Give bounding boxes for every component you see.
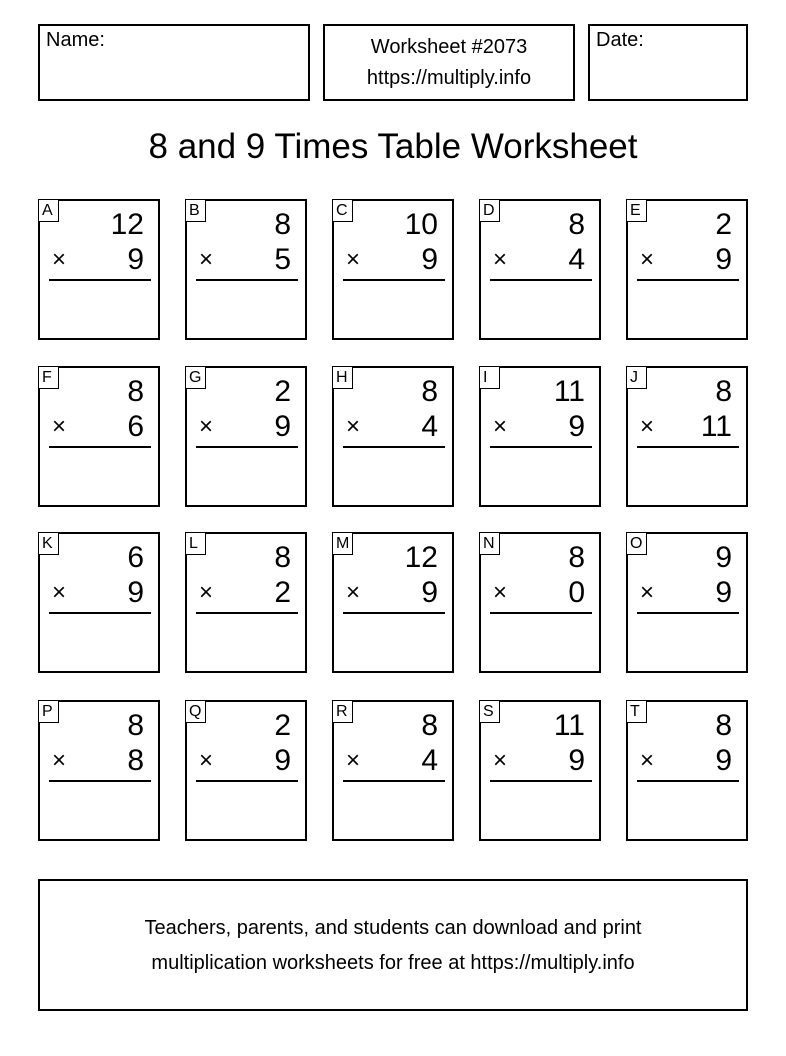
times-sign: × [346,747,361,774]
times-sign: × [640,246,655,273]
problem-card[interactable] [626,366,748,507]
problem-card[interactable] [38,532,160,673]
multiplier: 9 [274,410,291,443]
answer-line [637,612,739,614]
problem-card[interactable] [332,532,454,673]
multiplier: 9 [715,576,732,609]
problem-card[interactable] [38,700,160,841]
multiplicand: 2 [715,208,732,241]
name-field-box[interactable] [38,24,310,101]
problem-label: H [332,366,353,389]
problem-label: T [626,700,647,723]
problem-label: A [38,199,59,222]
times-sign: × [493,413,508,440]
multiplicand: 2 [274,709,291,742]
times-sign: × [52,413,67,440]
multiplier: 9 [421,576,438,609]
multiplicand: 8 [127,375,144,408]
multiplicand: 12 [404,541,438,574]
problem-card[interactable] [332,700,454,841]
multiplier: 9 [715,744,732,777]
multiplicand: 8 [568,208,585,241]
answer-line [196,780,298,782]
multiplicand: 12 [110,208,144,241]
answer-line [490,612,592,614]
answer-line [343,279,445,281]
multiplier: 9 [274,744,291,777]
problem-card[interactable] [332,199,454,340]
times-sign: × [52,246,67,273]
times-sign: × [640,413,655,440]
problem-card[interactable] [185,199,307,340]
multiplier: 9 [127,243,144,276]
multiplier: 8 [127,744,144,777]
times-sign: × [640,747,655,774]
multiplier: 9 [568,744,585,777]
problem-card[interactable] [479,366,601,507]
multiplicand: 8 [568,541,585,574]
answer-line [490,279,592,281]
footer-box [38,879,748,1011]
answer-line [49,780,151,782]
problem-card[interactable] [185,700,307,841]
date-label: Date: [596,29,644,51]
multiplicand: 9 [715,541,732,574]
times-sign: × [493,579,508,606]
footer-line-1: Teachers, parents, and students can download and print [144,917,642,939]
multiplicand: 10 [404,208,438,241]
times-sign: × [199,246,214,273]
answer-line [343,780,445,782]
multiplier: 9 [715,243,732,276]
problem-card[interactable] [185,366,307,507]
problem-card[interactable] [626,700,748,841]
multiplier: 4 [568,243,585,276]
times-sign: × [493,246,508,273]
times-sign: × [346,413,361,440]
problem-card[interactable] [38,366,160,507]
multiplier: 9 [568,410,585,443]
problem-label: N [479,532,500,555]
multiplier: 0 [568,576,585,609]
multiplier: 4 [421,410,438,443]
problem-label: I [479,366,500,389]
times-sign: × [493,747,508,774]
problem-label: L [185,532,206,555]
times-sign: × [52,579,67,606]
multiplier: 5 [274,243,291,276]
times-sign: × [199,747,214,774]
times-sign: × [52,747,67,774]
problem-card[interactable] [185,532,307,673]
multiplier: 6 [127,410,144,443]
answer-line [490,780,592,782]
problem-label: S [479,700,500,723]
multiplicand: 8 [127,709,144,742]
worksheet-url: https://multiply.info [366,67,532,89]
times-sign: × [346,246,361,273]
name-label: Name: [46,29,105,51]
problem-label: O [626,532,647,555]
multiplier: 11 [700,410,732,443]
answer-line [49,446,151,448]
worksheet-info-box [323,24,575,101]
problem-card[interactable] [479,532,601,673]
answer-line [49,279,151,281]
problem-label: C [332,199,353,222]
problem-label: P [38,700,59,723]
problem-card[interactable] [332,366,454,507]
multiplier: 4 [421,744,438,777]
times-sign: × [346,579,361,606]
multiplicand: 8 [421,709,438,742]
times-sign: × [640,579,655,606]
problem-label: F [38,366,59,389]
problem-label: R [332,700,353,723]
answer-line [637,780,739,782]
problem-label: Q [185,700,206,723]
answer-line [49,612,151,614]
problem-label: G [185,366,206,389]
multiplicand: 8 [715,709,732,742]
problem-card[interactable] [479,199,601,340]
page-title: 8 and 9 Times Table Worksheet [148,127,638,166]
answer-line [343,612,445,614]
times-sign: × [199,579,214,606]
problem-label: K [38,532,59,555]
multiplicand: 6 [127,541,144,574]
multiplicand: 2 [274,375,291,408]
multiplier: 2 [274,576,291,609]
problem-label: E [626,199,647,222]
problem-label: M [332,532,353,555]
answer-line [196,279,298,281]
problem-card[interactable] [626,199,748,340]
multiplier: 9 [127,576,144,609]
problem-card[interactable] [479,700,601,841]
answer-line [490,446,592,448]
answer-line [343,446,445,448]
problem-card[interactable] [626,532,748,673]
date-field-box[interactable] [588,24,748,101]
answer-line [196,446,298,448]
problem-card[interactable] [38,199,160,340]
worksheet-number: Worksheet #2073 [370,36,528,58]
multiplicand: 11 [553,375,585,408]
answer-line [637,279,739,281]
multiplicand: 8 [274,541,291,574]
footer-line-2: multiplication worksheets for free at https://multiply.info [151,952,635,974]
answer-line [637,446,739,448]
problem-label: J [626,366,647,389]
multiplier: 9 [421,243,438,276]
problem-label: B [185,199,206,222]
multiplicand: 8 [421,375,438,408]
problem-label: D [479,199,500,222]
multiplicand: 8 [274,208,291,241]
multiplicand: 8 [715,375,732,408]
multiplicand: 11 [553,709,585,742]
times-sign: × [199,413,214,440]
answer-line [196,612,298,614]
